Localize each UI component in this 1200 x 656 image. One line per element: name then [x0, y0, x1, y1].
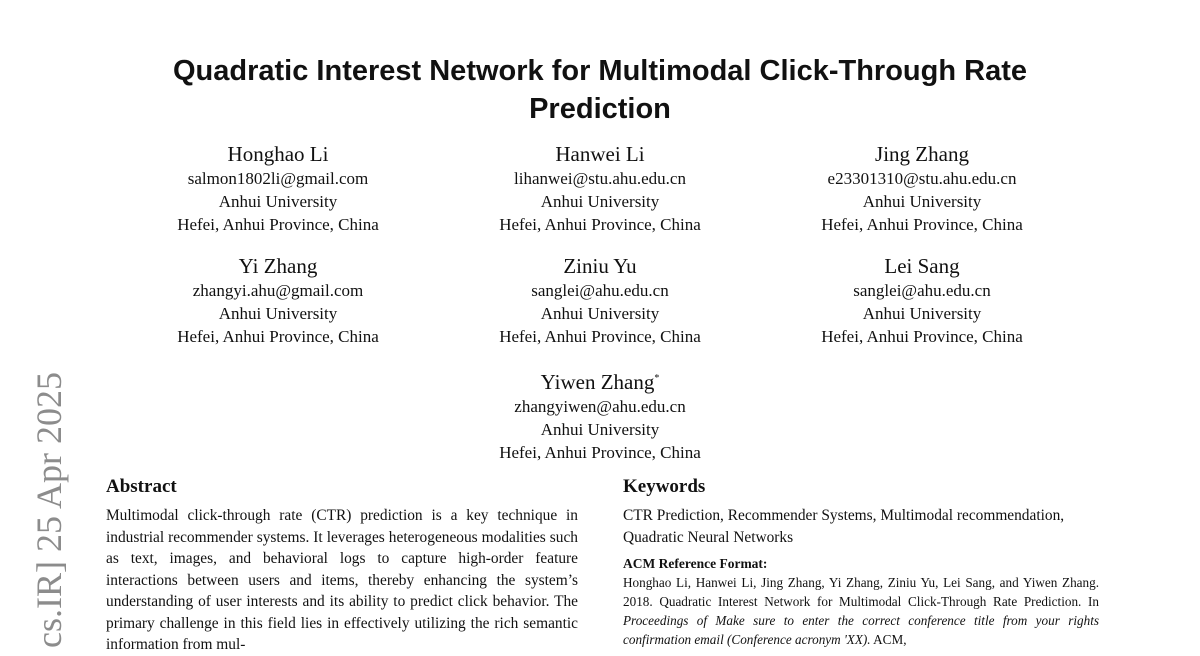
author-email: e23301310@stu.ahu.edu.cn: [827, 169, 1017, 188]
acm-reference-italic: Proceedings of Make sure to enter the correct conference title from your rights confirmation email (Conference acronym 'XX).: [623, 613, 1099, 647]
author-email: sanglei@ahu.edu.cn: [853, 281, 991, 300]
author-location: Hefei, Anhui Province, China: [177, 215, 379, 234]
author-block: [450, 366, 750, 464]
author-affiliation: Anhui University: [218, 304, 338, 323]
corresponding-author-mark: *: [654, 373, 660, 384]
author-affiliation: Anhui University: [540, 420, 660, 439]
author-affiliation: Anhui University: [218, 192, 338, 211]
author-name: Yi Zhang: [238, 254, 318, 278]
author-affiliation: Anhui University: [862, 304, 982, 323]
author-block: [450, 141, 750, 236]
keywords-body: CTR Prediction, Recommender Systems, Multimodal recommendation, Quadratic Neural Networks: [623, 507, 1065, 546]
arxiv-identifier: cs.IR] 25 Apr 2025: [29, 372, 69, 648]
keywords-heading: Keywords: [623, 476, 706, 497]
acm-reference-tail: ACM,: [870, 632, 907, 647]
author-affiliation: Anhui University: [540, 304, 660, 323]
author-name: Ziniu Yu: [563, 254, 637, 278]
author-name: [450, 366, 750, 395]
author-name: Lei Sang: [884, 254, 960, 278]
author-email: lihanwei@stu.ahu.edu.cn: [514, 169, 686, 188]
acm-reference-heading: ACM Reference Format:: [623, 556, 768, 571]
author-location: Hefei, Anhui Province, China: [499, 327, 701, 346]
abstract-heading: Abstract: [106, 476, 177, 497]
author-location: Hefei, Anhui Province, China: [821, 215, 1023, 234]
author-email: sanglei@ahu.edu.cn: [531, 281, 669, 300]
author-location: Hefei, Anhui Province, China: [499, 443, 701, 462]
acm-reference-plain: Honghao Li, Hanwei Li, Jing Zhang, Yi Zhang, Ziniu Yu, Lei Sang, and Yiwen Zhang. 2018. Quadratic Interest Network for Multimodal Click-Through Rate Prediction. In: [623, 575, 1099, 609]
author-name-text: Yiwen Zhang: [540, 370, 655, 394]
author-block: [772, 253, 1072, 348]
author-name: Honghao Li: [227, 142, 329, 166]
author-email: zhangyi.ahu@gmail.com: [192, 281, 364, 300]
author-email: salmon1802li@gmail.com: [187, 169, 369, 188]
author-affiliation: Anhui University: [540, 192, 660, 211]
author-location: Hefei, Anhui Province, China: [821, 327, 1023, 346]
author-block: [128, 253, 428, 348]
author-name: Jing Zhang: [875, 142, 969, 166]
author-location: Hefei, Anhui Province, China: [177, 327, 379, 346]
author-block: [128, 141, 428, 236]
author-block: [450, 253, 750, 348]
abstract-body: Multimodal click-through rate (CTR) prediction is a key technique in industrial recommender systems. It leverages heterogeneous modalities such as text, images, and behavioral logs to capture high-order feature interactions between users and items, thereby enhancing the system’s understanding of user interests and its ability to predict click behavior. The primary challenge in this field lies in effectively utilizing the rich semantic information from mul-: [106, 507, 578, 653]
acm-reference-body: [623, 573, 1099, 649]
paper-title: Quadratic Interest Network for Multimodal Click-Through Rate Prediction: [173, 55, 1027, 125]
author-location: Hefei, Anhui Province, China: [499, 215, 701, 234]
author-affiliation: Anhui University: [862, 192, 982, 211]
author-name: Hanwei Li: [555, 142, 645, 166]
author-block: [772, 141, 1072, 236]
author-email: zhangyiwen@ahu.edu.cn: [514, 397, 686, 416]
